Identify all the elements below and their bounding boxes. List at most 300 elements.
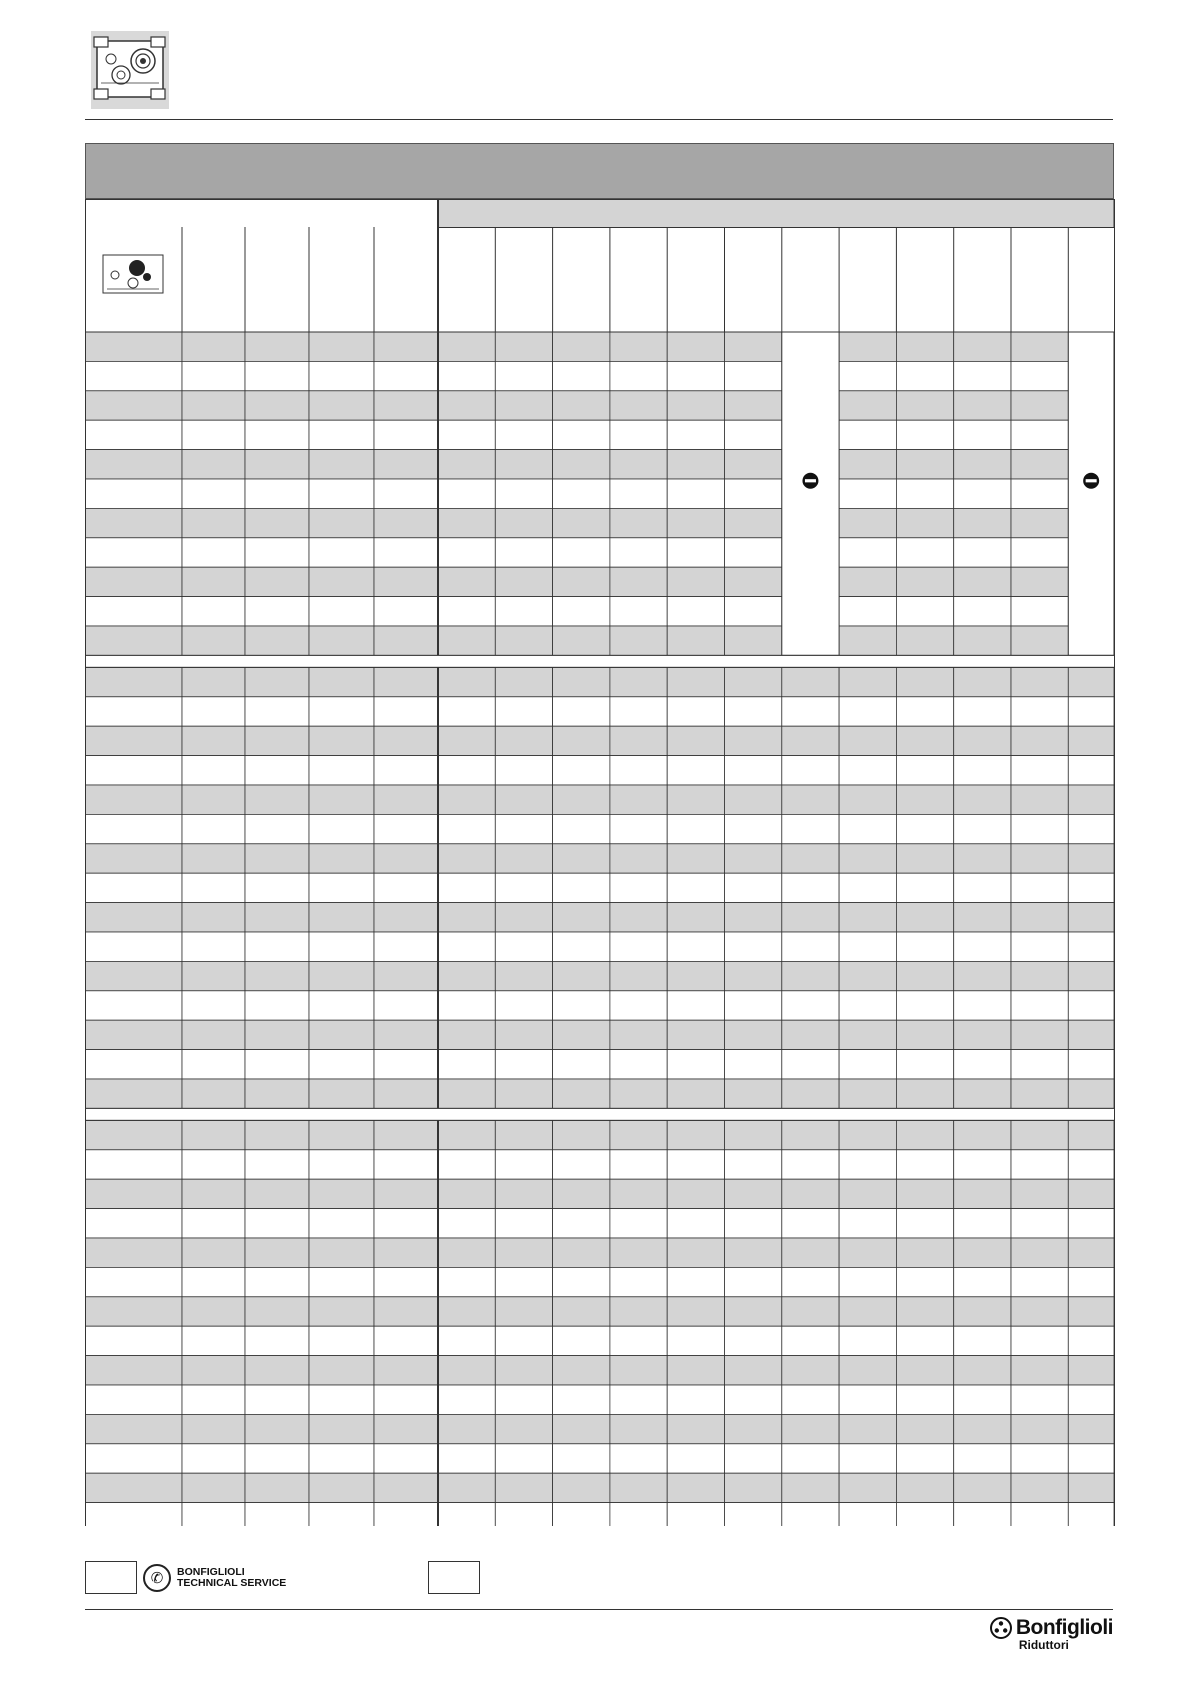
table-cell bbox=[610, 1120, 667, 1149]
table-cell bbox=[438, 1020, 495, 1049]
table-cell bbox=[495, 1120, 552, 1149]
table-cell bbox=[896, 903, 953, 932]
table-cell bbox=[182, 726, 245, 755]
table-cell bbox=[1011, 1020, 1068, 1049]
table-cell bbox=[374, 1120, 438, 1149]
table-cell bbox=[374, 450, 438, 479]
table-cell bbox=[85, 1503, 182, 1526]
table-cell bbox=[954, 332, 1011, 361]
table-cell bbox=[553, 361, 610, 390]
table-cell bbox=[610, 391, 667, 420]
table-cell bbox=[438, 361, 495, 390]
table-cell bbox=[1011, 873, 1068, 902]
table-cell bbox=[309, 991, 374, 1020]
table-cell bbox=[954, 785, 1011, 814]
table-cell bbox=[245, 1050, 309, 1079]
table-cell bbox=[1068, 1326, 1114, 1355]
table-cell bbox=[309, 1326, 374, 1355]
table-cell bbox=[182, 450, 245, 479]
table-cell bbox=[182, 1297, 245, 1326]
table-cell bbox=[245, 538, 309, 567]
table-cell bbox=[309, 726, 374, 755]
table-cell bbox=[782, 1385, 839, 1414]
table-cell bbox=[553, 785, 610, 814]
table-cell bbox=[667, 756, 724, 785]
table-cell bbox=[954, 1050, 1011, 1079]
technical-service-label bbox=[177, 1567, 286, 1589]
table-cell bbox=[725, 1020, 782, 1049]
page-number-box-left bbox=[85, 1561, 137, 1594]
table-cell bbox=[553, 697, 610, 726]
table-cell bbox=[610, 1020, 667, 1049]
table-cell bbox=[839, 479, 896, 508]
table-cell bbox=[495, 785, 552, 814]
table-cell bbox=[309, 697, 374, 726]
table-cell bbox=[839, 420, 896, 449]
table-cell bbox=[309, 1297, 374, 1326]
table-cell bbox=[839, 1326, 896, 1355]
table-cell bbox=[725, 844, 782, 873]
table-cell bbox=[610, 1238, 667, 1267]
table-cell bbox=[374, 538, 438, 567]
table-cell bbox=[495, 1414, 552, 1443]
table-cell bbox=[954, 726, 1011, 755]
table-cell bbox=[553, 667, 610, 696]
table-cell bbox=[954, 626, 1011, 655]
table-cell bbox=[495, 1503, 552, 1526]
table-cell bbox=[839, 667, 896, 696]
table-cell bbox=[782, 873, 839, 902]
table-cell bbox=[667, 991, 724, 1020]
table-cell bbox=[438, 1120, 495, 1149]
table-cell bbox=[1068, 1414, 1114, 1443]
table-cell bbox=[553, 1238, 610, 1267]
table-cell bbox=[495, 1209, 552, 1238]
table-cell bbox=[1011, 932, 1068, 961]
table-cell bbox=[839, 756, 896, 785]
table-cell bbox=[610, 932, 667, 961]
table-cell bbox=[782, 932, 839, 961]
table-cell bbox=[438, 873, 495, 902]
table-cell bbox=[374, 1326, 438, 1355]
table-cell bbox=[374, 667, 438, 696]
table-cell bbox=[610, 756, 667, 785]
table-cell bbox=[725, 1356, 782, 1385]
table-cell bbox=[1011, 361, 1068, 390]
table-cell bbox=[438, 1267, 495, 1296]
table-cell bbox=[954, 450, 1011, 479]
table-cell bbox=[839, 961, 896, 990]
table-cell bbox=[553, 1385, 610, 1414]
table-cell bbox=[954, 756, 1011, 785]
table-cell bbox=[309, 1267, 374, 1296]
table-cell bbox=[954, 538, 1011, 567]
table-cell bbox=[495, 1356, 552, 1385]
table-cell bbox=[1011, 903, 1068, 932]
header-rule bbox=[85, 119, 1113, 120]
table-cell bbox=[245, 1385, 309, 1414]
table-cell bbox=[839, 873, 896, 902]
table-cell bbox=[309, 1050, 374, 1079]
table-cell bbox=[954, 597, 1011, 626]
table-cell bbox=[309, 1473, 374, 1502]
table-cell bbox=[610, 1414, 667, 1443]
table-cell bbox=[438, 726, 495, 755]
table-cell bbox=[182, 391, 245, 420]
table-cell bbox=[667, 1444, 724, 1473]
table-cell bbox=[495, 1150, 552, 1179]
table-cell bbox=[725, 1179, 782, 1208]
table-cell bbox=[725, 508, 782, 537]
table-cell bbox=[495, 1473, 552, 1502]
table-cell bbox=[610, 1503, 667, 1526]
table-cell bbox=[374, 597, 438, 626]
table-cell bbox=[553, 1267, 610, 1296]
table-cell bbox=[839, 1356, 896, 1385]
table-cell bbox=[954, 508, 1011, 537]
table-cell bbox=[839, 1020, 896, 1049]
table-cell bbox=[309, 1385, 374, 1414]
table-cell bbox=[667, 361, 724, 390]
table-cell bbox=[495, 450, 552, 479]
table-cell bbox=[309, 873, 374, 902]
table-cell bbox=[374, 1414, 438, 1443]
table-cell bbox=[839, 508, 896, 537]
table-cell bbox=[438, 1150, 495, 1179]
table-cell bbox=[309, 961, 374, 990]
table-cell bbox=[896, 567, 953, 596]
table-cell bbox=[245, 1503, 309, 1526]
table-cell bbox=[782, 1150, 839, 1179]
table-cell bbox=[725, 450, 782, 479]
table-cell bbox=[725, 391, 782, 420]
table-cell bbox=[782, 1414, 839, 1443]
table-cell bbox=[896, 420, 953, 449]
table-cell bbox=[495, 420, 552, 449]
brand-logo bbox=[990, 1616, 1113, 1652]
technical-service-contact[interactable] bbox=[143, 1561, 286, 1594]
brand-subtitle: Riduttori bbox=[1018, 1638, 1069, 1652]
table-cell bbox=[495, 332, 552, 361]
table-cell bbox=[954, 1356, 1011, 1385]
table-cell bbox=[495, 961, 552, 990]
table-cell bbox=[954, 1079, 1011, 1108]
table-cell bbox=[782, 844, 839, 873]
table-cell bbox=[610, 785, 667, 814]
table-cell bbox=[309, 538, 374, 567]
table-cell bbox=[245, 479, 309, 508]
table-cell bbox=[553, 1297, 610, 1326]
table-cell bbox=[896, 785, 953, 814]
table-cell bbox=[309, 814, 374, 843]
table-cell bbox=[610, 844, 667, 873]
table-cell bbox=[85, 1414, 182, 1443]
table-cell bbox=[309, 508, 374, 537]
table-header-group-band bbox=[438, 200, 1114, 228]
table-cell bbox=[553, 932, 610, 961]
table-cell bbox=[553, 597, 610, 626]
table-cell bbox=[85, 1150, 182, 1179]
table-cell bbox=[782, 726, 839, 755]
table-cell bbox=[667, 420, 724, 449]
table-cell bbox=[725, 991, 782, 1020]
table-cell bbox=[1011, 844, 1068, 873]
table-cell bbox=[1068, 1503, 1114, 1526]
table-cell bbox=[667, 1120, 724, 1149]
table-cell bbox=[667, 726, 724, 755]
table-cell bbox=[182, 1209, 245, 1238]
table-cell bbox=[839, 844, 896, 873]
table-cell bbox=[1068, 1079, 1114, 1108]
table-cell bbox=[495, 667, 552, 696]
blocked-column bbox=[782, 332, 839, 655]
table-cell bbox=[374, 1209, 438, 1238]
table-cell bbox=[839, 726, 896, 755]
table-cell bbox=[839, 332, 896, 361]
table-cell bbox=[495, 567, 552, 596]
table-cell bbox=[309, 844, 374, 873]
table-cell bbox=[954, 1297, 1011, 1326]
table-cell bbox=[553, 814, 610, 843]
table-cell bbox=[553, 420, 610, 449]
table-cell bbox=[85, 991, 182, 1020]
gear-unit-thumbnail-icon bbox=[91, 31, 169, 109]
table-cell bbox=[896, 1267, 953, 1296]
table-cell bbox=[839, 697, 896, 726]
table-cell bbox=[182, 1050, 245, 1079]
table-cell bbox=[896, 1020, 953, 1049]
table-cell bbox=[374, 420, 438, 449]
table-cell bbox=[374, 1050, 438, 1079]
table-cell bbox=[839, 361, 896, 390]
table-cell bbox=[309, 1356, 374, 1385]
table-cell bbox=[374, 361, 438, 390]
table-cell bbox=[896, 932, 953, 961]
table-cell bbox=[896, 1209, 953, 1238]
table-cell bbox=[839, 1503, 896, 1526]
table-cell bbox=[374, 1503, 438, 1526]
no-entry-bar bbox=[805, 479, 816, 482]
table-cell bbox=[495, 1050, 552, 1079]
table-cell bbox=[438, 538, 495, 567]
table-cell bbox=[725, 1444, 782, 1473]
table-cell bbox=[85, 450, 182, 479]
table-cell bbox=[374, 1385, 438, 1414]
table-cell bbox=[245, 844, 309, 873]
table-cell bbox=[1068, 1267, 1114, 1296]
table-cell bbox=[374, 756, 438, 785]
table-cell bbox=[896, 391, 953, 420]
table-cell bbox=[610, 626, 667, 655]
table-cell bbox=[610, 961, 667, 990]
table-cell bbox=[725, 332, 782, 361]
table-cell bbox=[374, 1297, 438, 1326]
table-cell bbox=[610, 1179, 667, 1208]
table-cell bbox=[954, 932, 1011, 961]
table-cell bbox=[1011, 1414, 1068, 1443]
table-cell bbox=[309, 903, 374, 932]
table-cell bbox=[438, 844, 495, 873]
table-cell bbox=[839, 1238, 896, 1267]
table-cell bbox=[954, 873, 1011, 902]
table-cell bbox=[667, 961, 724, 990]
table-cell bbox=[667, 597, 724, 626]
table-cell bbox=[182, 479, 245, 508]
table-cell bbox=[309, 1503, 374, 1526]
table-cell bbox=[553, 1326, 610, 1355]
table-cell bbox=[667, 697, 724, 726]
table-cell bbox=[1011, 1503, 1068, 1526]
table-cell bbox=[309, 1444, 374, 1473]
table-cell bbox=[667, 1414, 724, 1443]
table-cell bbox=[438, 332, 495, 361]
table-cell bbox=[1011, 726, 1068, 755]
table-cell bbox=[667, 1238, 724, 1267]
table-cell bbox=[667, 667, 724, 696]
table-cell bbox=[667, 1179, 724, 1208]
table-cell bbox=[782, 697, 839, 726]
table-cell bbox=[839, 391, 896, 420]
table-cell bbox=[245, 361, 309, 390]
table-cell bbox=[954, 1267, 1011, 1296]
table-cell bbox=[725, 626, 782, 655]
table-cell bbox=[1011, 1297, 1068, 1326]
table-cell bbox=[495, 479, 552, 508]
table-cell bbox=[896, 756, 953, 785]
table-cell bbox=[245, 756, 309, 785]
table-cell bbox=[85, 538, 182, 567]
table-cell bbox=[309, 597, 374, 626]
table-cell bbox=[85, 1297, 182, 1326]
table-cell bbox=[495, 361, 552, 390]
table-cell bbox=[438, 1326, 495, 1355]
table-cell bbox=[725, 1297, 782, 1326]
table-cell bbox=[1068, 785, 1114, 814]
table-cell bbox=[667, 873, 724, 902]
table-cell bbox=[725, 1209, 782, 1238]
table-cell bbox=[374, 726, 438, 755]
table-cell bbox=[839, 567, 896, 596]
table-cell bbox=[896, 991, 953, 1020]
table-cell bbox=[1068, 844, 1114, 873]
table-cell bbox=[782, 1444, 839, 1473]
table-cell bbox=[1068, 667, 1114, 696]
table-cell bbox=[309, 332, 374, 361]
table-cell bbox=[667, 391, 724, 420]
table-cell bbox=[182, 1179, 245, 1208]
table-cell bbox=[896, 1238, 953, 1267]
table-cell bbox=[896, 814, 953, 843]
brand-name: Bonfiglioli bbox=[1015, 1616, 1113, 1639]
table-cell bbox=[374, 1356, 438, 1385]
table-cell bbox=[438, 1444, 495, 1473]
table-cell bbox=[438, 391, 495, 420]
table-cell bbox=[495, 1326, 552, 1355]
table-cell bbox=[954, 420, 1011, 449]
table-cell bbox=[309, 361, 374, 390]
table-cell bbox=[725, 1120, 782, 1149]
table-cell bbox=[374, 991, 438, 1020]
table-cell bbox=[245, 626, 309, 655]
table-cell bbox=[954, 479, 1011, 508]
table-cell bbox=[610, 903, 667, 932]
table-cell bbox=[725, 1079, 782, 1108]
table-cell bbox=[1011, 1150, 1068, 1179]
table-cell bbox=[896, 361, 953, 390]
table-cell bbox=[245, 1150, 309, 1179]
table-cell bbox=[182, 1444, 245, 1473]
no-entry-bar bbox=[1086, 479, 1097, 482]
table-cell bbox=[839, 1209, 896, 1238]
table-cell bbox=[1068, 1179, 1114, 1208]
table-cell bbox=[782, 814, 839, 843]
table-cell bbox=[1011, 1238, 1068, 1267]
table-cell bbox=[85, 844, 182, 873]
table-cell bbox=[896, 1356, 953, 1385]
table-cell bbox=[374, 785, 438, 814]
table-cell bbox=[85, 1079, 182, 1108]
table-cell bbox=[182, 932, 245, 961]
table-cell bbox=[610, 567, 667, 596]
table-cell bbox=[610, 1150, 667, 1179]
table-cell bbox=[725, 420, 782, 449]
table-cell bbox=[245, 332, 309, 361]
table-cell bbox=[782, 667, 839, 696]
table-cell bbox=[85, 1020, 182, 1049]
table-cell bbox=[1011, 567, 1068, 596]
table-cell bbox=[374, 391, 438, 420]
table-cell bbox=[725, 903, 782, 932]
table-cell bbox=[309, 756, 374, 785]
table-cell bbox=[374, 697, 438, 726]
table-cell bbox=[182, 814, 245, 843]
table-cell bbox=[725, 597, 782, 626]
table-cell bbox=[896, 667, 953, 696]
table-cell bbox=[245, 814, 309, 843]
table-cell bbox=[182, 1020, 245, 1049]
table-cell bbox=[1011, 1050, 1068, 1079]
table-cell bbox=[782, 903, 839, 932]
table-cell bbox=[374, 844, 438, 873]
table-cell bbox=[553, 1150, 610, 1179]
table-cell bbox=[495, 844, 552, 873]
table-cell bbox=[896, 450, 953, 479]
table-cell bbox=[896, 1385, 953, 1414]
table-cell bbox=[245, 785, 309, 814]
table-cell bbox=[309, 450, 374, 479]
table-cell bbox=[782, 1050, 839, 1079]
table-cell bbox=[182, 1238, 245, 1267]
table-cell bbox=[182, 1150, 245, 1179]
table-cell bbox=[954, 391, 1011, 420]
table-cell bbox=[309, 1414, 374, 1443]
table-cell bbox=[896, 844, 953, 873]
table-cell bbox=[1068, 814, 1114, 843]
table-cell bbox=[896, 873, 953, 902]
table-cell bbox=[782, 1473, 839, 1502]
table-cell bbox=[85, 1209, 182, 1238]
table-cell bbox=[1068, 873, 1114, 902]
table-cell bbox=[954, 1238, 1011, 1267]
table-cell bbox=[954, 1179, 1011, 1208]
table-cell bbox=[610, 479, 667, 508]
table-cell bbox=[1011, 1079, 1068, 1108]
table-cell bbox=[495, 726, 552, 755]
table-cell bbox=[667, 903, 724, 932]
table-cell bbox=[374, 932, 438, 961]
table-cell bbox=[1011, 508, 1068, 537]
table-cell bbox=[553, 450, 610, 479]
